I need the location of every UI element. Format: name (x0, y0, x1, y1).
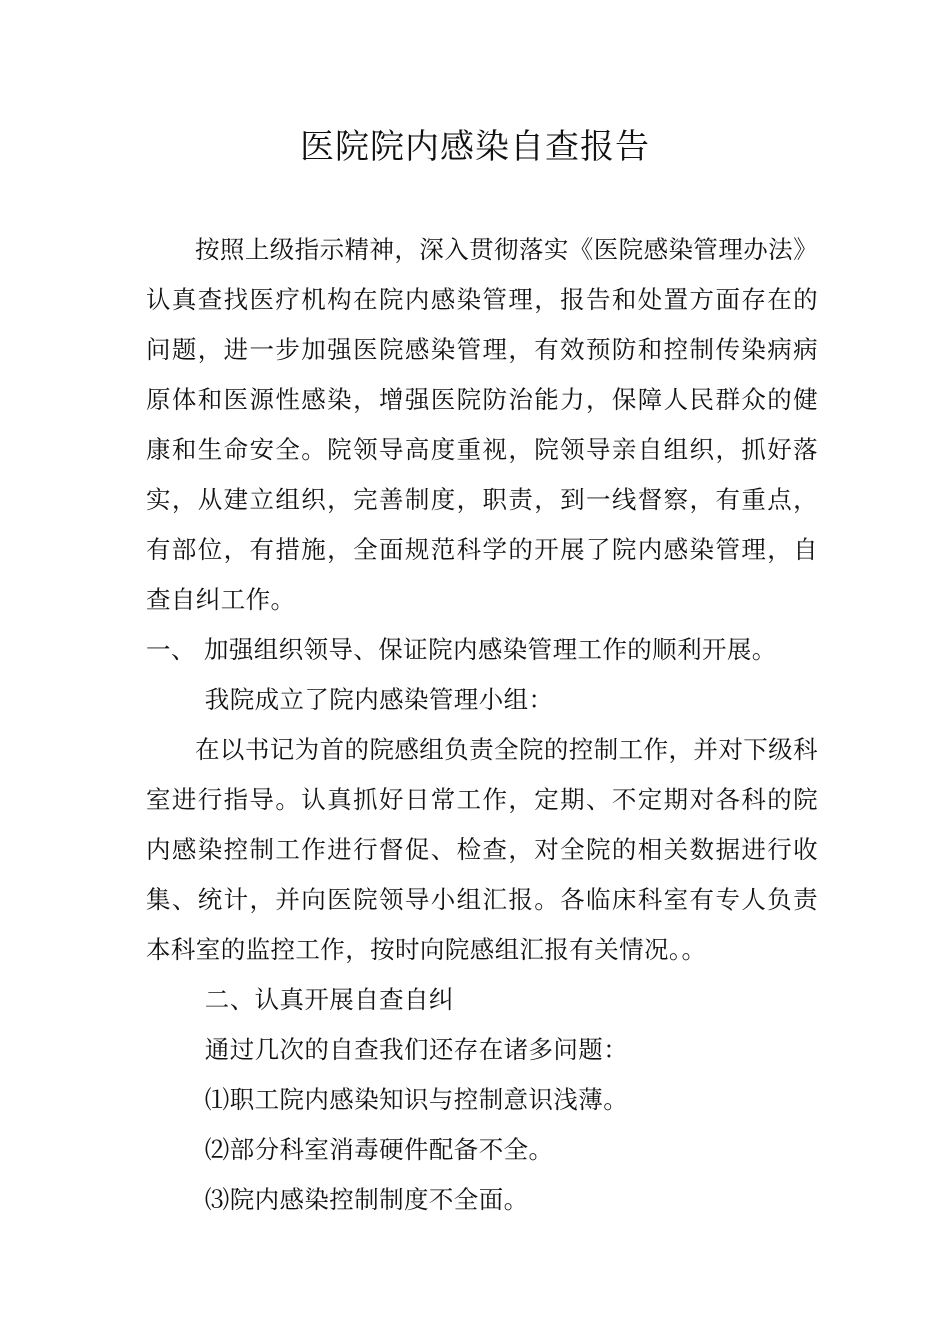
paragraph-org-duties: 在以书记为首的院感组负责全院的控制工作，并对下级科室进行指导。认真抓好日常工作，定期、不定期对各科的院内感染控制工作进行督促、检查，对全院的相关数据进行收集、统计，并向医院领导小组汇报。各临床科室有专人负责本科室的监控工作，按时向院感组汇报有关情况。。 (146, 735, 818, 964)
intro-paragraph: 按照上级指示精神，深入贯彻落实《医院感染管理办法》认真查找医疗机构在院内感染管理，报告和处置方面存在的问题，进一步加强医院感染管理，有效预防和控制传染病病原体和医源性感染，增强医院防治能力，保障人民群众的健康和生命安全。院领导高度重视，院领导亲自组织，抓好落实，从建立组织，完善制度，职责，到一线督察，有重点，有部位，有措施，全面规范科学的开展了院内感染管理，自查自纠工作。 (146, 235, 818, 614)
list-item: ⑶院内感染控制制度不全面。 (204, 1185, 529, 1214)
paragraph-problems-intro: 通过几次的自查我们还存在诸多问题： (204, 1035, 629, 1064)
list-item: ⑴职工院内感染知识与控制意识浅薄。 (204, 1085, 629, 1114)
section-heading-1: 一、 加强组织领导、保证院内感染管理工作的顺利开展。 (146, 635, 777, 664)
paragraph-org-setup: 我院成立了院内感染管理小组： (204, 685, 554, 714)
document-body (146, 225, 818, 1225)
section-heading-2: 二、认真开展自查自纠 (204, 985, 454, 1014)
document-title: 医院院内感染自查报告 (300, 127, 650, 167)
list-item: ⑵部分科室消毒硬件配备不全。 (204, 1135, 554, 1164)
